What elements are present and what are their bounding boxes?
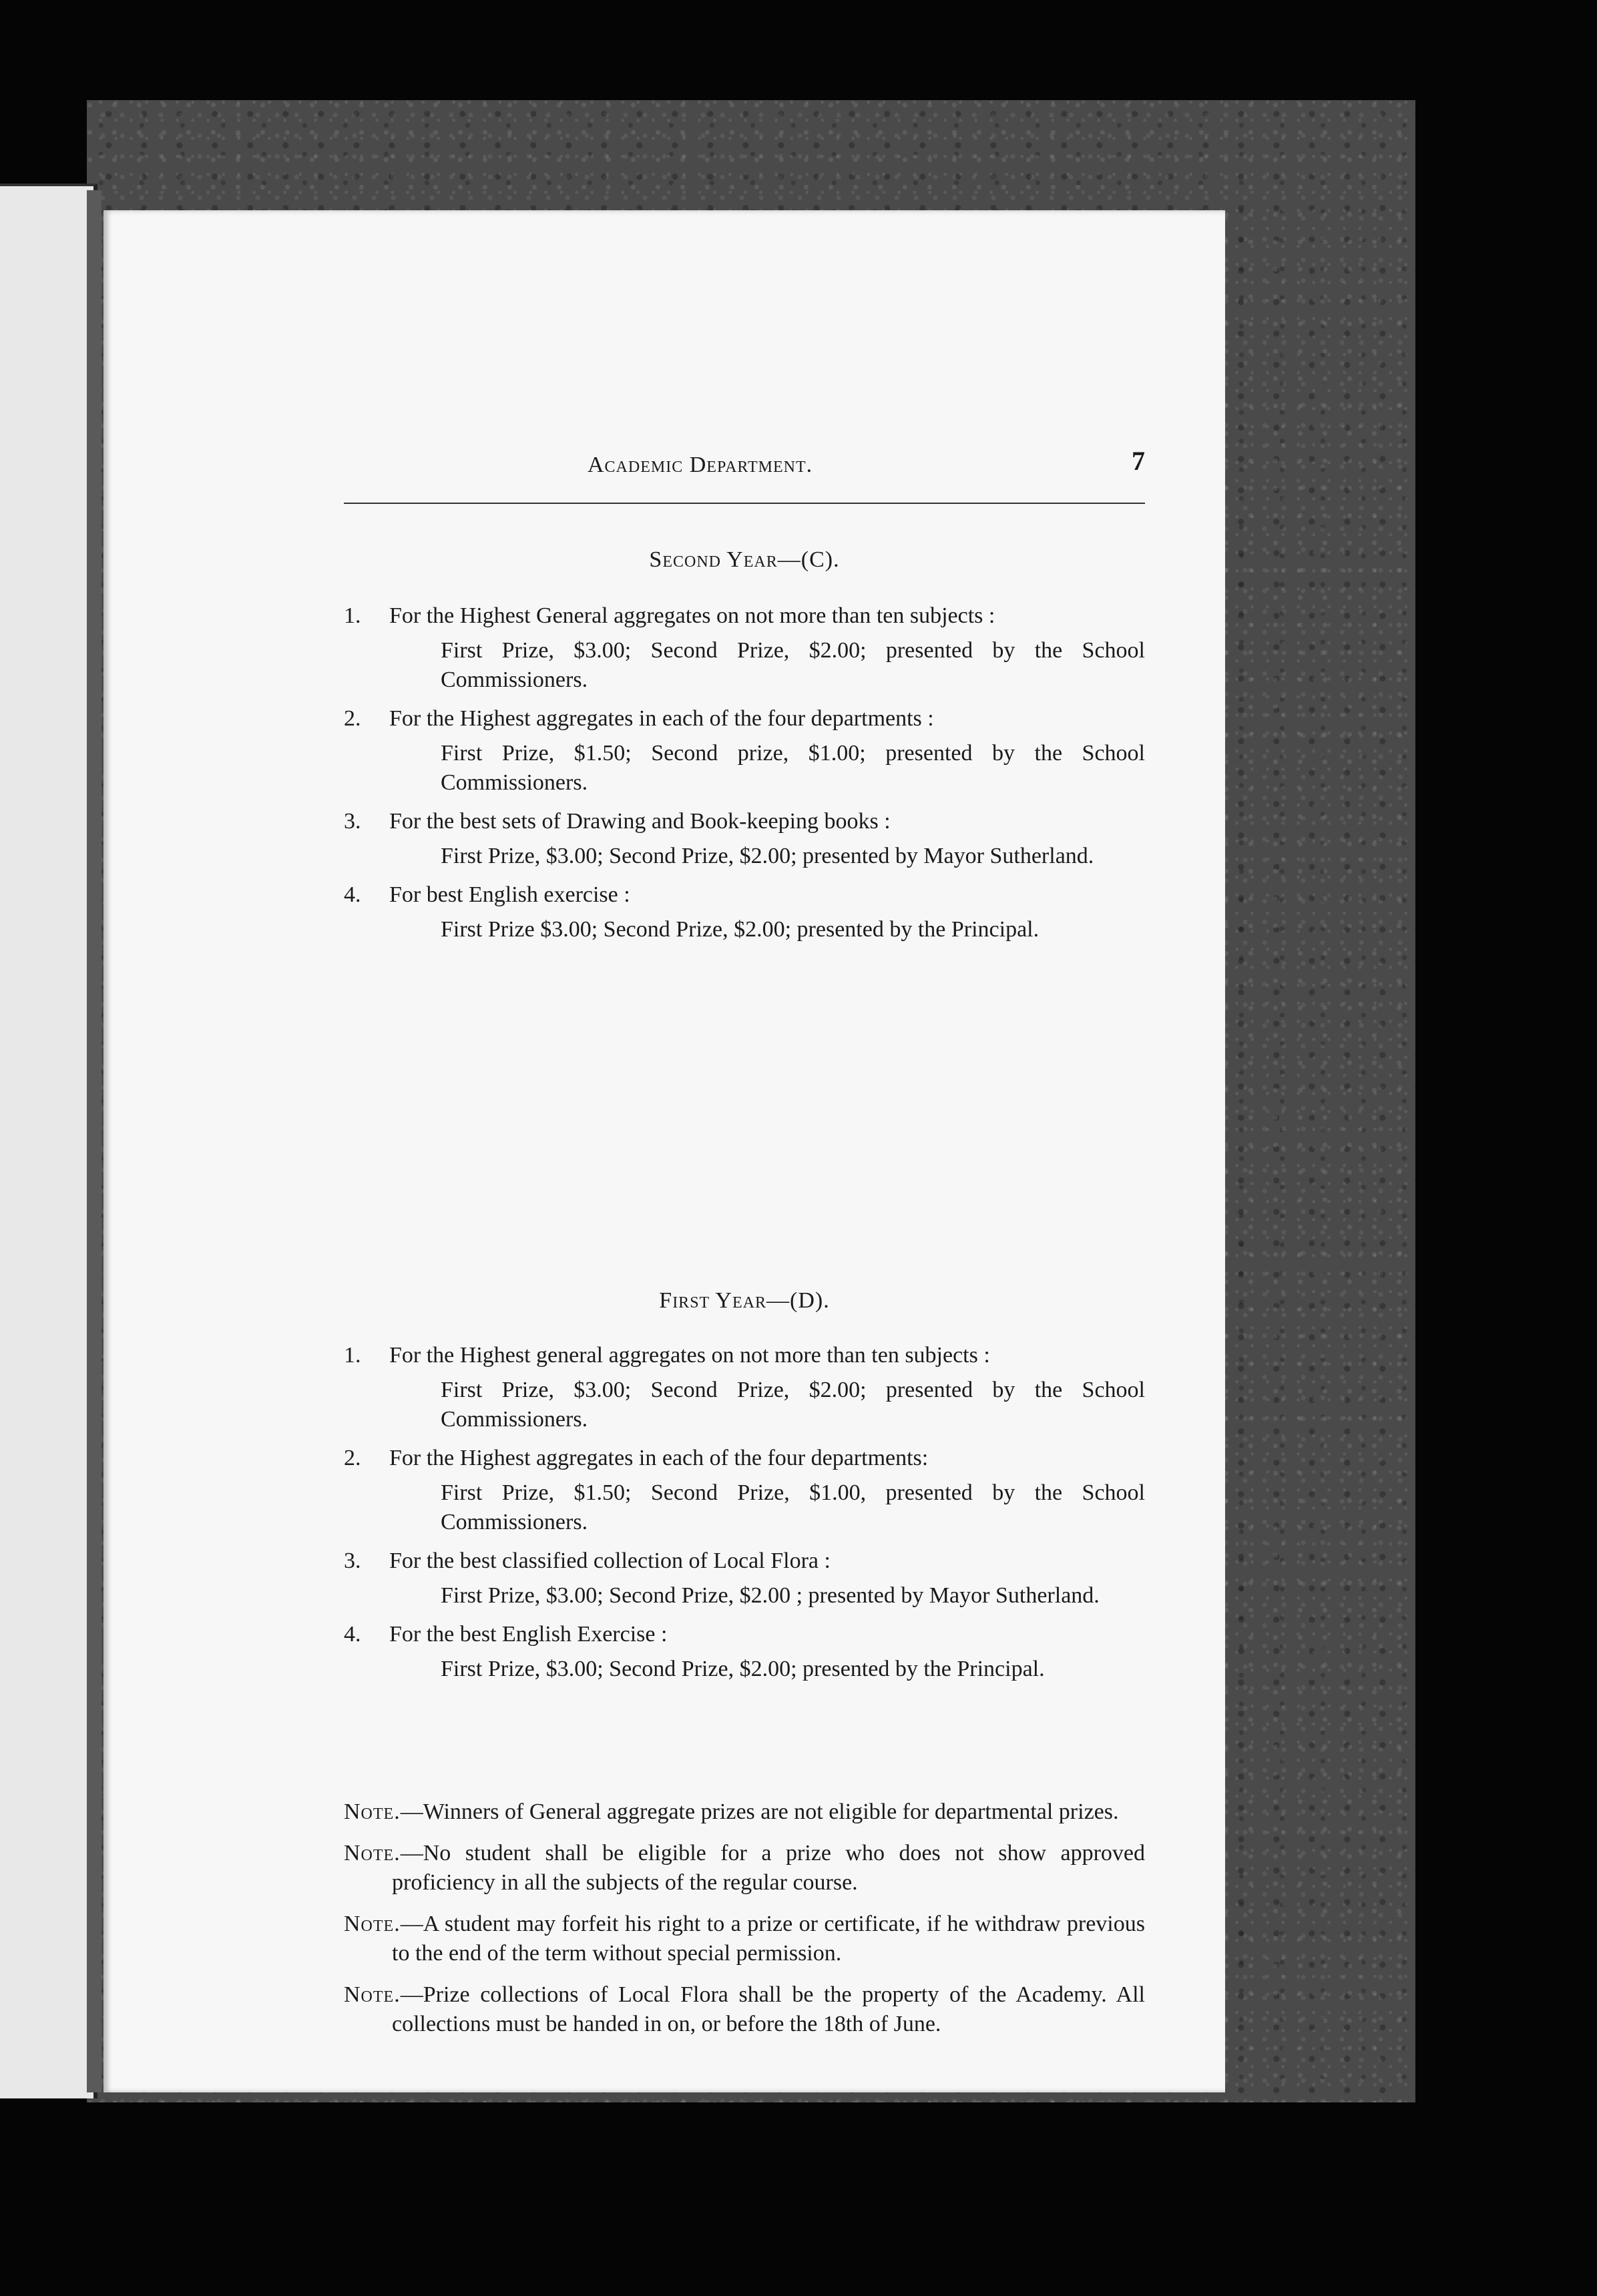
- running-title: Academic Department.: [588, 453, 813, 477]
- note-label: Note.: [344, 1841, 401, 1866]
- item-prize-text: First Prize, $1.50; Second Prize, $1.00, presented by the School Commissioners.: [441, 1480, 1145, 1534]
- list-item: [344, 704, 1145, 798]
- page-number: 7: [1132, 446, 1145, 476]
- item-number: 3.: [344, 1548, 361, 1573]
- note-paragraph: [344, 1839, 1145, 1898]
- book-spine: [87, 190, 101, 2092]
- left-page-edge: [0, 184, 97, 2098]
- note-label: Note.: [344, 1912, 401, 1936]
- item-number: 4.: [344, 882, 361, 907]
- item-prize-text: First Prize, $3.00; Second Prize, $2.00 ; presented by Mayor Sutherland.: [441, 1583, 1100, 1608]
- section-title-second-year: Second Year—(C).: [649, 547, 840, 572]
- item-prize-text: First Prize, $3.00; Second Prize, $2.00; presented by the School Commissioners.: [441, 638, 1145, 692]
- list-item: [344, 880, 1145, 944]
- book-page: [103, 210, 1225, 2092]
- note-label: Note.: [344, 1799, 401, 1824]
- running-head: [344, 446, 1145, 484]
- item-number: 1.: [344, 603, 361, 628]
- note-paragraph: [344, 1910, 1145, 1968]
- second-year-prize-list: [344, 601, 1145, 954]
- note-paragraph: [344, 1797, 1145, 1827]
- item-heading: For the best sets of Drawing and Book-keeping books :: [389, 809, 891, 834]
- item-heading: For the Highest General aggregates on not more than ten subjects :: [389, 603, 995, 628]
- list-item: [344, 601, 1145, 695]
- section-title-first-year: First Year—(D).: [659, 1288, 830, 1313]
- list-item: [344, 1620, 1145, 1684]
- item-heading: For best English exercise :: [389, 882, 630, 907]
- note-text: —Prize collections of Local Flora shall be the property of the Academy. All collections must be handed in on, or before the 18th of June.: [392, 1982, 1145, 2036]
- item-prize-text: First Prize, $3.00; Second Prize, $2.00; presented by the School Commissioners.: [441, 1378, 1145, 1432]
- item-prize-text: First Prize $3.00; Second Prize, $2.00; presented by the Principal.: [441, 917, 1040, 942]
- item-prize-text: First Prize, $3.00; Second Prize, $2.00; presented by Mayor Sutherland.: [441, 844, 1094, 868]
- item-heading: For the Highest aggregates in each of the four departments :: [389, 706, 934, 731]
- item-heading: For the best English Exercise :: [389, 1622, 668, 1647]
- item-number: 2.: [344, 1446, 361, 1470]
- first-year-prize-list: [344, 1341, 1145, 1693]
- item-heading: For the best classified collection of Local Flora :: [389, 1548, 831, 1573]
- item-prize-text: First Prize, $3.00; Second Prize, $2.00; presented by the Principal.: [441, 1657, 1045, 1681]
- header-rule: [344, 503, 1145, 504]
- item-number: 4.: [344, 1622, 361, 1647]
- list-item: [344, 807, 1145, 871]
- item-heading: For the Highest general aggregates on not more than ten subjects :: [389, 1343, 990, 1368]
- note-paragraph: [344, 1980, 1145, 2039]
- item-number: 1.: [344, 1343, 361, 1368]
- note-text: —A student may forfeit his right to a prize or certificate, if he withdraw previous to the end of the term without special permission.: [392, 1912, 1145, 1966]
- item-prize-text: First Prize, $1.50; Second prize, $1.00; presented by the School Commissioners.: [441, 741, 1145, 795]
- note-text: —Winners of General aggregate prizes are not eligible for departmental prizes.: [400, 1799, 1119, 1824]
- list-item: [344, 1546, 1145, 1611]
- note-label: Note.: [344, 1982, 401, 2007]
- item-heading: For the Highest aggregates in each of the four departments:: [389, 1446, 929, 1470]
- item-number: 3.: [344, 809, 361, 834]
- note-text: —No student shall be eligible for a prize who does not show approved proficiency in all the subjects of the regular course.: [392, 1841, 1145, 1895]
- list-item: [344, 1341, 1145, 1434]
- list-item: [344, 1444, 1145, 1537]
- item-number: 2.: [344, 706, 361, 731]
- notes-block: [344, 1797, 1145, 2051]
